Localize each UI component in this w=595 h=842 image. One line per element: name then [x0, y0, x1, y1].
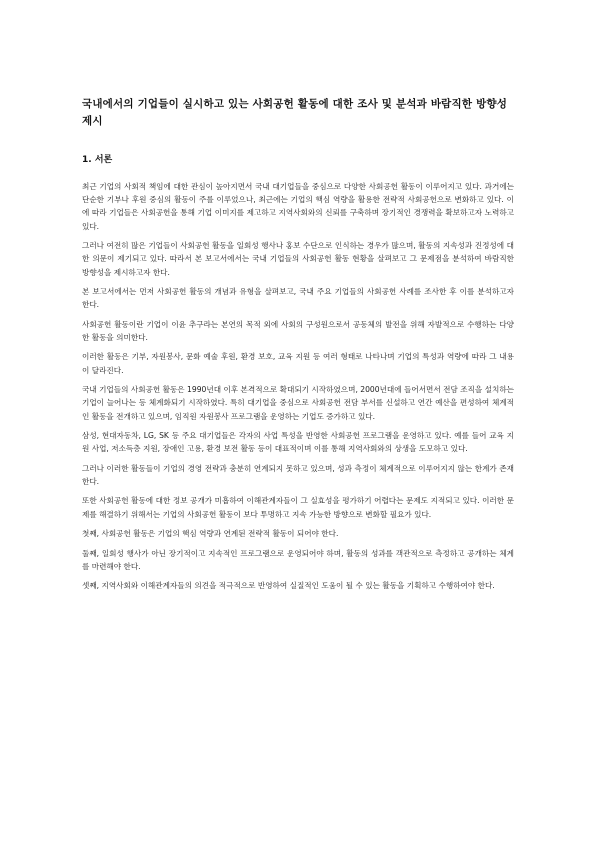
paragraph: 국내 기업들의 사회공헌 활동은 1990년대 이후 본격적으로 확대되기 시작하였으며, 2000년대에 들어서면서 전담 조직을 설치하는 기업이 늘어나는 등 체계화되기 시작하였다. 특히 대기업을 중심으로 사회공헌 전담 부서를 신설하고 연간 예산을 편성하여 체계적인 활동을 전개하고 있으며, 임직원 자원봉사 프로그램을 운영하는 기업도 증가하고 있다.: [82, 385, 514, 421]
paragraph: 최근 기업의 사회적 책임에 대한 관심이 높아지면서 국내 대기업들을 중심으로 다양한 사회공헌 활동이 이루어지고 있다. 과거에는 단순한 기부나 후원 중심의 활동이 주를 이루었으나, 최근에는 기업의 핵심 역량을 활용한 전략적 사회공헌으로 변화하고 있다. 이에 따라 기업들은 사회공헌을 통해 기업 이미지를 제고하고 지역사회와의 신뢰를 구축하며 장기적인 경쟁력을 확보하고자 노력하고 있다.: [82, 182, 514, 231]
paragraph: 또한 사회공헌 활동에 대한 정보 공개가 미흡하여 이해관계자들이 그 실효성을 평가하기 어렵다는 문제도 지적되고 있다. 이러한 문제를 해결하기 위해서는 기업의 사회공헌 활동이 보다 투명하고 지속 가능한 방향으로 변화할 필요가 있다.: [82, 496, 514, 519]
section-heading: 1. 서론: [82, 155, 113, 165]
document-body: [82, 180, 514, 599]
paragraph: 그러나 이러한 활동들이 기업의 경영 전략과 충분히 연계되지 못하고 있으며, 성과 측정이 체계적으로 이루어지지 않는 한계가 존재한다.: [82, 463, 514, 486]
paragraph: 그러나 여전히 많은 기업들이 사회공헌 활동을 일회성 행사나 홍보 수단으로 인식하는 경우가 많으며, 활동의 지속성과 진정성에 대한 의문이 제기되고 있다. 따라서 본 보고서에서는 국내 기업들의 사회공헌 활동 현황을 살펴보고 그 문제점을 분석하여 바람직한 방향성을 제시하고자 한다.: [82, 241, 514, 277]
paragraph: 삼성, 현대자동차, LG, SK 등 주요 대기업들은 각자의 사업 특성을 반영한 사회공헌 프로그램을 운영하고 있다. 예를 들어 교육 지원 사업, 저소득층 지원, 장애인 고용, 환경 보전 활동 등이 대표적이며 이를 통해 지역사회와의 상생을 도모하고 있다.: [82, 431, 514, 454]
document-title: 국내에서의 기업들이 실시하고 있는 사회공헌 활동에 대한 조사 및 분석과 바람직한 방향성 제시: [82, 98, 508, 127]
paragraph: 셋째, 지역사회와 이해관계자들의 의견을 적극적으로 반영하여 실질적인 도움이 될 수 있는 활동을 기획하고 수행하여야 한다.: [82, 581, 495, 591]
paragraph: 이러한 활동은 기부, 자원봉사, 문화 예술 후원, 환경 보호, 교육 지원 등 여러 형태로 나타나며 기업의 특성과 역량에 따라 그 내용이 달라진다.: [82, 352, 514, 375]
paragraph: 둘째, 일회성 행사가 아닌 장기적이고 지속적인 프로그램으로 운영되어야 하며, 활동의 성과를 객관적으로 측정하고 공개하는 체계를 마련해야 한다.: [82, 548, 514, 571]
paragraph: 본 보고서에서는 먼저 사회공헌 활동의 개념과 유형을 살펴보고, 국내 주요 기업들의 사회공헌 사례를 조사한 후 이를 분석하고자 한다.: [82, 287, 514, 310]
paragraph: 첫째, 사회공헌 활동은 기업의 핵심 역량과 연계된 전략적 활동이 되어야 한다.: [82, 529, 339, 539]
paragraph: 사회공헌 활동이란 기업이 이윤 추구라는 본연의 목적 외에 사회의 구성원으로서 공동체의 발전을 위해 자발적으로 수행하는 다양한 활동을 의미한다.: [82, 319, 514, 342]
